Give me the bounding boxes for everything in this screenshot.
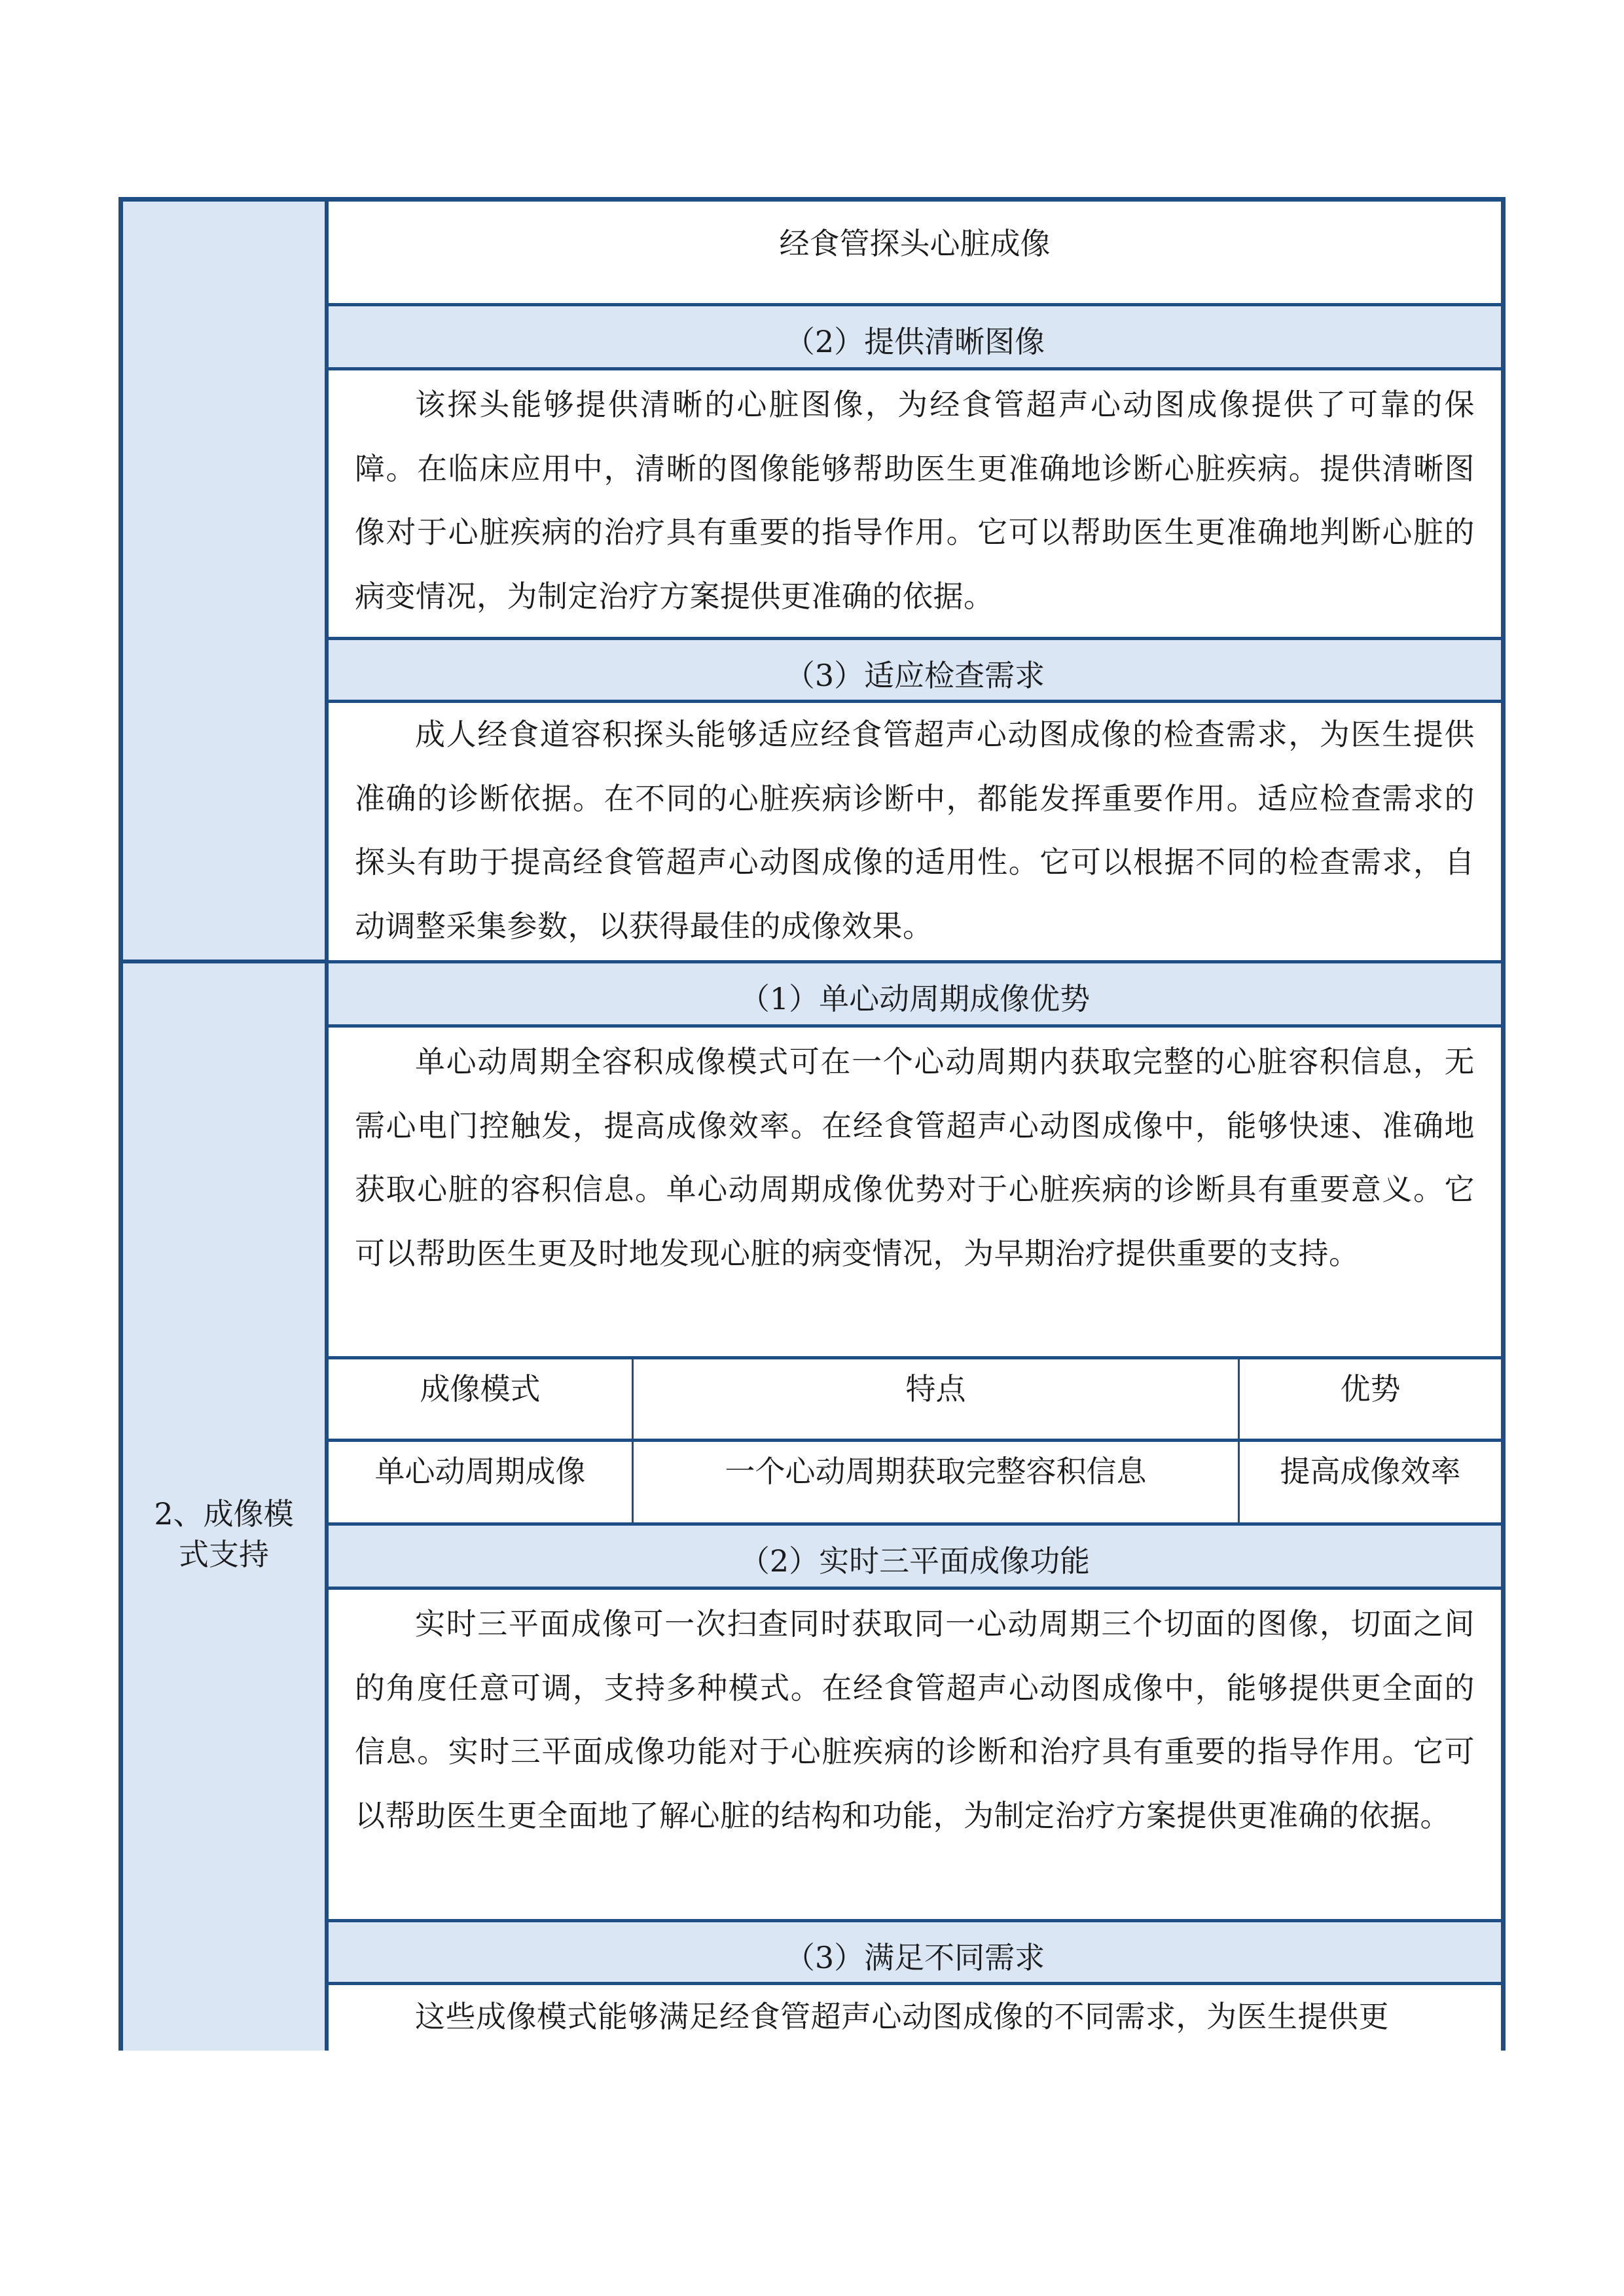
content-table [118,197,1506,2051]
subheading-single-cycle: （1）单心动周期成像优势 [739,981,1091,1016]
table-row [329,1442,1501,1526]
subheading-different-needs: （3）满足不同需求 [784,1940,1045,1975]
section-label: 2、成像模 式支持 [154,1496,294,1572]
subheading-row [329,1922,1501,1985]
page-title: 经食管探头心脏成像 [779,226,1051,261]
paragraph-row [329,1985,1501,2051]
paragraph-row [329,370,1501,640]
paragraph-exam-needs: 成人经食道容积探头能够适应经食管超声心动图成像的检查需求，为医生提供准确的诊断依据。在不同的心脏疾病诊断中，都能发挥重要作用。适应检查需求的探头有助于提高经食管超声心动图成像的适用性。它可以根据不同的检查需求，自动调整采集参数，以获得最佳的成像效果。 [355,717,1475,944]
paragraph-row [329,703,1501,963]
subheading-row [329,306,1501,370]
paragraph-different-needs: 这些成像模式能够满足经食管超声心动图成像的不同需求，为医生提供更 [415,1999,1389,2034]
subheading-row [329,640,1501,703]
table-header-cell: 特点 [634,1359,1240,1439]
paragraph-row [329,1590,1501,1922]
subheading-clear-images: （2）提供清晰图像 [784,324,1045,359]
section-label-cell-top [123,202,329,963]
table-header-cell: 成像模式 [329,1359,634,1439]
paragraph-row [329,1028,1501,1359]
subheading-row [329,1526,1501,1590]
paragraph-clear-images: 该探头能够提供清晰的心脏图像，为经食管超声心动图成像提供了可靠的保障。在临床应用中，清晰的图像能够帮助医生更准确地诊断心脏疾病。提供清晰图像对于心脏疾病的治疗具有重要的指导作用。它可以帮助医生更准确地判断心脏的病变情况，为制定治疗方案提供更准确的依据。 [355,387,1475,614]
paragraph-single-cycle: 单心动周期全容积成像模式可在一个心动周期内获取完整的心脏容积信息，无需心电门控触发，提高成像效率。在经食管超声心动图成像中，能够快速、准确地获取心脏的容积信息。单心动周期成像优势对于心脏疾病的诊断具有重要意义。它可以帮助医生更及时地发现心脏的病变情况，为早期治疗提供重要的支持。 [355,1044,1475,1271]
table-header-row [329,1359,1501,1442]
table-cell: 提高成像效率 [1280,1454,1461,1489]
paragraph-triplane: 实时三平面成像可一次扫查同时获取同一心动周期三个切面的图像，切面之间的角度任意可调，支持多种模式。在经食管超声心动图成像中，能够提供更全面的信息。实时三平面成像功能对于心脏疾病的诊断和治疗具有重要的指导作用。它可以帮助医生更全面地了解心脏的结构和功能，为制定治疗方案提供更准确的依据。 [355,1606,1475,1833]
subheading-row [329,963,1501,1028]
subheading-triplane: （2）实时三平面成像功能 [739,1543,1091,1579]
subheading-exam-needs: （3）适应检查需求 [784,658,1045,693]
table-header-cell: 优势 [1340,1371,1401,1407]
section-label-cell-imaging-modes [123,963,329,2051]
table-cell: 单心动周期成像 [329,1442,634,1522]
table-cell: 一个心动周期获取完整容积信息 [634,1442,1240,1522]
title-row [329,202,1501,306]
